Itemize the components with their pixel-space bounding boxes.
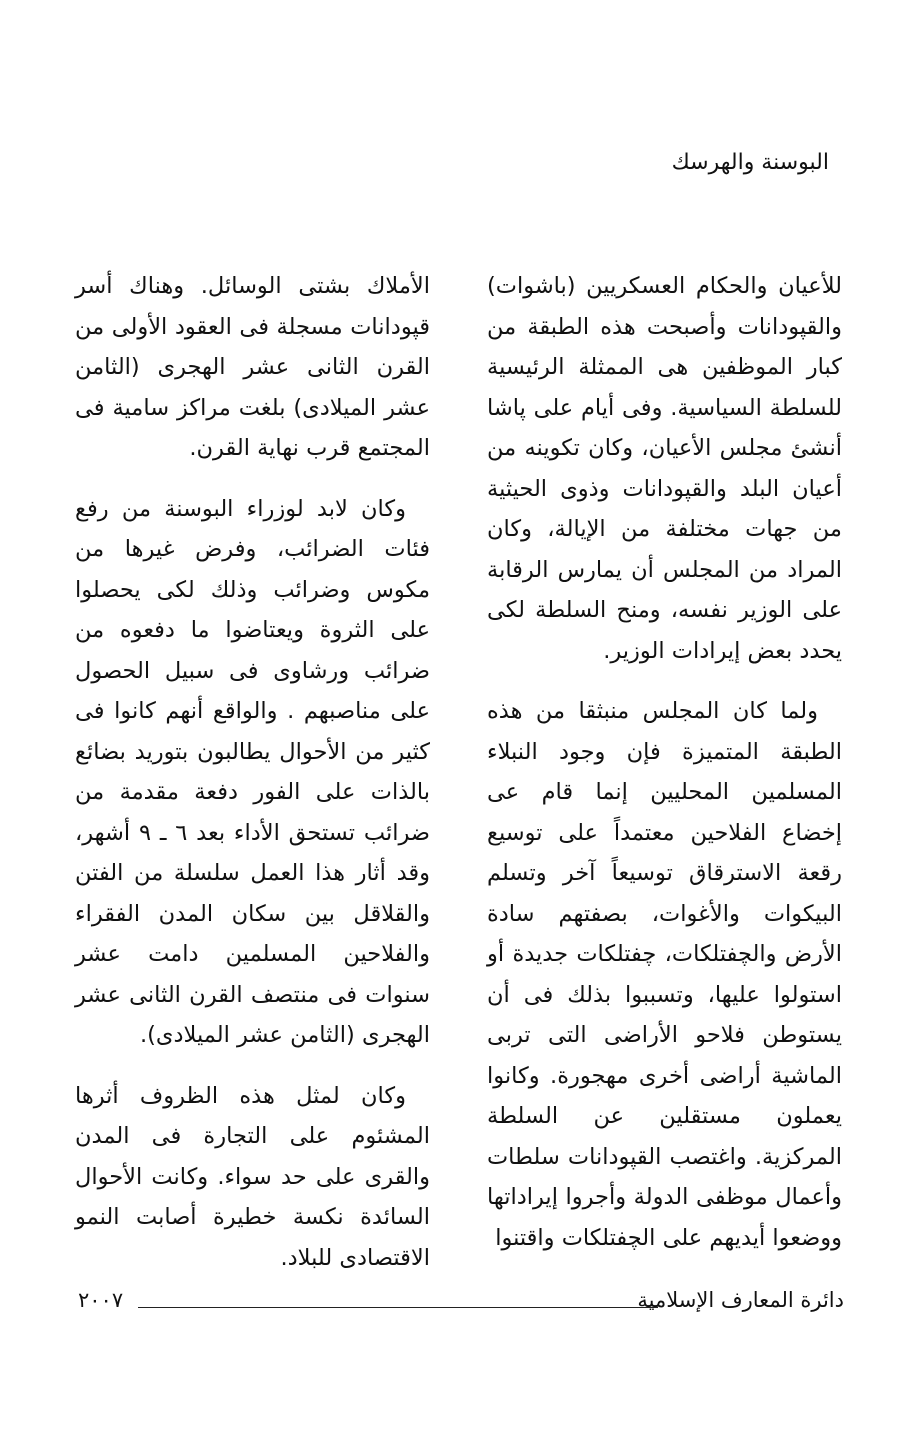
- page-number: ٢٠٠٧: [78, 1288, 124, 1312]
- paragraph: للأعيان والحكام العسكريين (باشوات) والقپودانات وأصبحت هذه الطبقة من كبار الموظفين هى الممثلة الرئيسية للسلطة السياسية. وفى أيام على پاشا أنشئ مجلس الأعيان، وكان تكوينه من أعيان البلد والقپودانات وذوى الحيثية من جهات مختلفة من الإيالة، وكان المراد من المجلس أن يمارس الرقابة على الوزير نفسه، ومنح السلطة لكى يحدد بعض إيرادات الوزير.: [487, 273, 842, 664]
- page-footer: [78, 1288, 844, 1318]
- paragraph: ولما كان المجلس منبثقا من هذه الطبقة المتميزة فإن وجود النبلاء المسلمين المحليين إنما قام عى إخضاع الفلاحين معتمداً على توسيع رقعة الاسترقاق توسيعاً آخر وتسلم البيكوات والأغوات، بصفتهم سادة الأرض والچفتلكات، چفتلكات جديدة أو استولوا عليها، وتسببوا بذلك فى أن يستوطن فلاحو الأراضى التى تربى الماشية أراضى أخرى مهجورة. وكانوا يعملون مستقلين عن السلطة المركزية. واغتصب القپودانات سلطات وأعمال موظفى الدولة وأجروا إيراداتها ووضعوا أيديهم على الچفتلكات واقتنوا: [487, 698, 842, 1251]
- paragraph: وكان لابد لوزراء البوسنة من رفع فئات الضرائب، وفرض غيرها من مكوس وضرائب وذلك لكى يحصلوا على الثروة ويعتاضوا ما دفعوه من ضرائب ورشاوى فى سبيل الحصول على مناصبهم . والواقع أنهم كانوا فى كثير من الأحوال يطالبون بتوريد بضائع بالذات على الفور دفعة مقدمة من ضرائب تستحق الأداء بعد ٦ ـ ٩ أشهر، وقد أثار هذا العمل سلسلة من الفتن والقلاقل بين سكان المدن الفقراء والفلاحين المسلمين دامت عشر سنوات فى منتصف القرن الثانى عشر الهجرى (الثامن عشر الميلادى).: [75, 495, 430, 1048]
- paragraph: وكان لمثل هذه الظروف أثرها المشئوم على التجارة فى المدن والقرى على حد سواء. وكانت الأحوال السائدة نكسة خطيرة أصابت النمو الاقتصادى للبلاد.: [75, 1082, 430, 1271]
- text-column-left: [75, 266, 430, 1298]
- text-column-right: [487, 266, 842, 1278]
- running-title: البوسنة والهرسك: [671, 150, 829, 175]
- paragraph: الأملاك بشتى الوسائل. وهناك أسر قپودانات مسجلة فى العقود الأولى من القرن الثانى عشر الهجرى (الثامن عشر الميلادى) بلغت مراكز سامية فى المجتمع قرب نهاية القرن.: [75, 273, 430, 461]
- publication-title: دائرة المعارف الإسلامية: [637, 1288, 844, 1312]
- footer-rule: [138, 1307, 658, 1308]
